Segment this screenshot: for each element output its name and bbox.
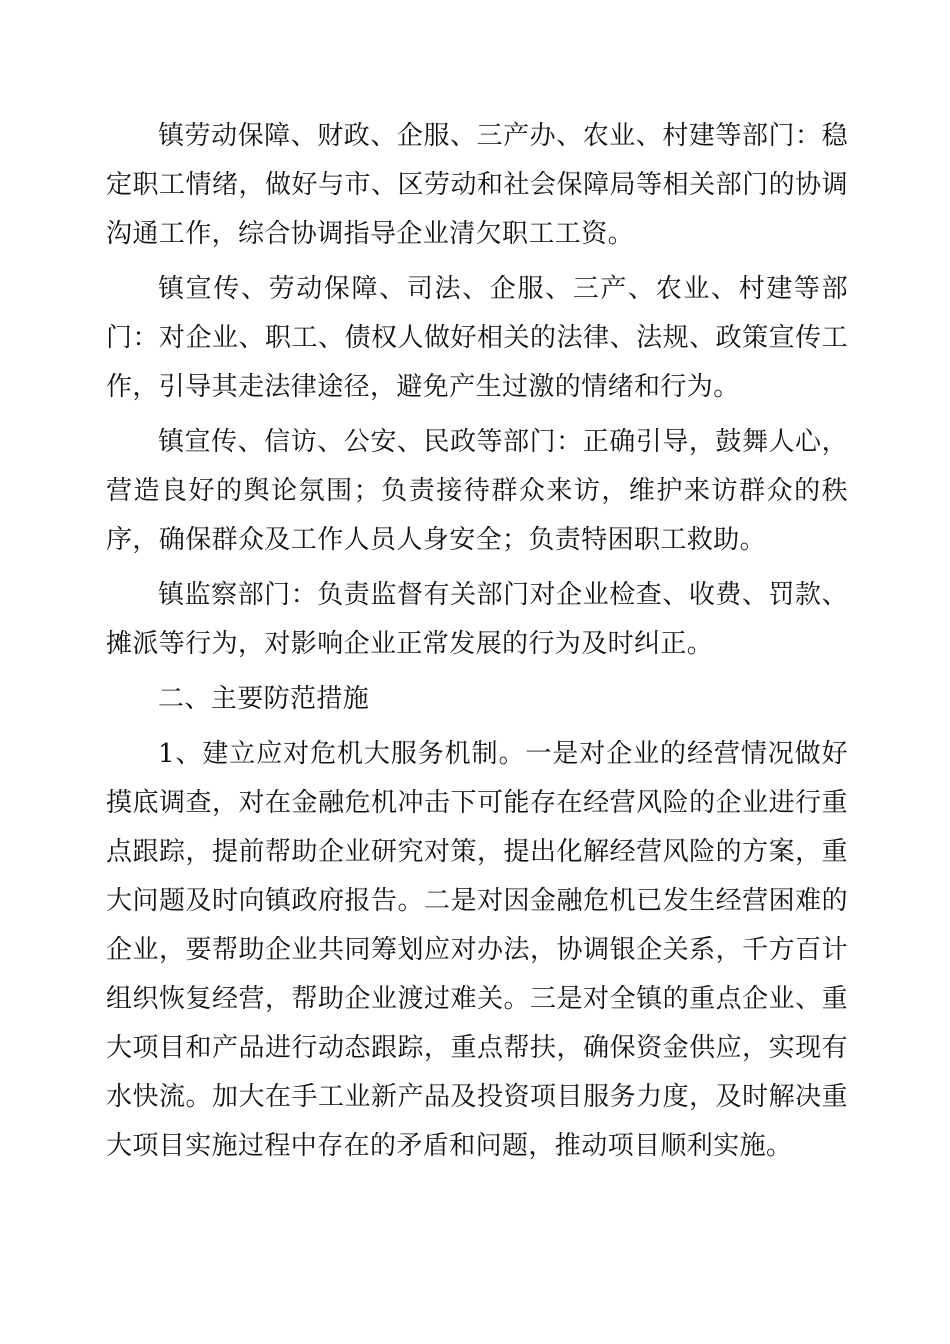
paragraph-service-mechanism: 1、建立应对危机大服务机制。一是对企业的经营情况做好摸底调查，对在金融危机冲击下可能存在经营风险的企业进行重点跟踪，提前帮助企业研究对策，提出化解经营风险的方案，重大问题及时向镇政府报告。二是对因金融危机已发生经营困难的企业，要帮助企业共同筹划应对办法，协调银企关系，千方百计组织恢复经营，帮助企业渡过难关。三是对全镇的重点企业、重大项目和产品进行动态跟踪，重点帮扶，确保资金供应，实现有水快流。加大在手工业新产品及投资项目服务力度，及时解决重大项目实施过程中存在的矛盾和问题，推动项目顺利实施。 <box>106 739 848 1161</box>
paragraph-labor-finance-departments: 镇劳动保障、财政、企服、三产办、农业、村建等部门：稳定职工情绪，做好与市、区劳动和社会保障局等相关部门的协调沟通工作，综合协调指导企业清欠职工工资。 <box>106 121 848 249</box>
paragraph-publicity-legal-departments: 镇宣传、劳动保障、司法、企服、三产、农业、村建等部门：对企业、职工、债权人做好相关的法律、法规、政策宣传工作，引导其走法律途径，避免产生过激的情绪和行为。 <box>106 274 848 402</box>
paragraph-petition-security-departments: 镇宣传、信访、公安、民政等部门：正确引导，鼓舞人心，营造良好的舆论氛围；负责接待群众来访，维护来访群众的秩序，确保群众及工作人员人身安全；负责特困职工救助。 <box>106 427 848 555</box>
section-heading-prevention-measures: 二、主要防范措施 <box>158 684 370 714</box>
document-body <box>106 112 848 1177</box>
paragraph-supervision-department: 镇监察部门：负责监督有关部门对企业检查、收费、罚款、摊派等行为，对影响企业正常发展的行为及时纠正。 <box>106 580 848 659</box>
